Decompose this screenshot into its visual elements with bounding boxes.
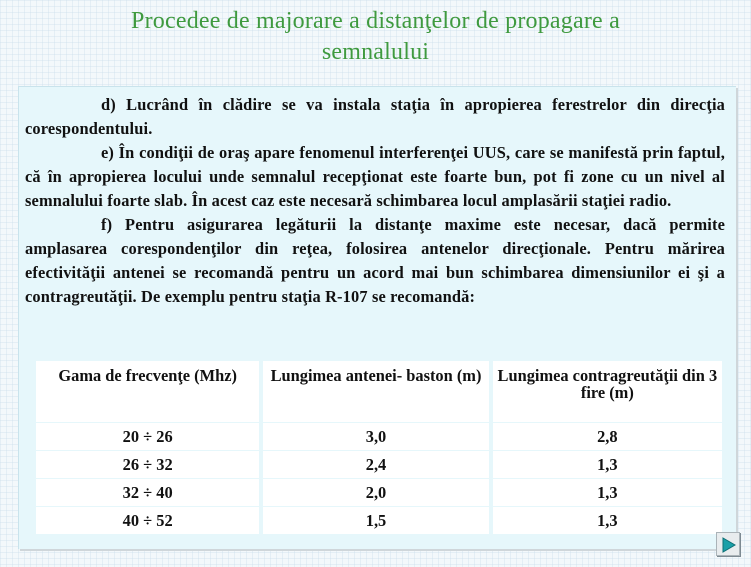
slide-title <box>0 6 751 68</box>
paragraph-f: f) Pentru asigurarea legăturii la distanţe maxime este necesar, dacă permite amplasarea corespondenţilor din reţea, folosirea antenelor direcţionale. Pentru mărirea efectivităţii antenei se recomandă pentru un acord mai bun schimbarea dimensiunilor ei şi a contragreutăţii. De exemplu pentru staţia R-107 se recomandă: <box>25 215 725 306</box>
paragraph-d: d) Lucrând în clădire se va instala staţia în apropierea ferestrelor din direcţia corespondentului. <box>25 95 725 138</box>
cell-frequency: 20 ÷ 26 <box>36 423 259 450</box>
cell-frequency: 32 ÷ 40 <box>36 479 259 506</box>
slide-title-line-1: Procedee de majorare a distanţelor de propagare a <box>131 8 620 34</box>
cell-frequency: 26 ÷ 32 <box>36 451 259 478</box>
cell-counterweight: 1,3 <box>493 479 722 506</box>
cell-frequency: 40 ÷ 52 <box>36 507 259 534</box>
play-next-icon <box>722 537 736 553</box>
table-row <box>36 479 722 507</box>
next-slide-button[interactable] <box>716 532 740 556</box>
cell-antenna: 1,5 <box>263 507 488 534</box>
cell-counterweight: 1,3 <box>493 451 722 478</box>
header-counterweight-length: Lungimea contragreutăţii din 3 fire (m) <box>493 361 722 422</box>
table-header-row <box>36 361 722 423</box>
table-row <box>36 423 722 451</box>
slide-title-line-2: semnalului <box>321 39 430 65</box>
table-row <box>36 507 722 535</box>
table-row <box>36 451 722 479</box>
antenna-table <box>36 361 722 535</box>
cell-antenna: 2,0 <box>263 479 488 506</box>
cell-counterweight: 1,3 <box>493 507 722 534</box>
header-frequency-range: Gama de frecvenţe (Mhz) <box>36 361 259 422</box>
body-text <box>25 93 725 309</box>
cell-antenna: 3,0 <box>263 423 488 450</box>
cell-counterweight: 2,8 <box>493 423 722 450</box>
cell-antenna: 2,4 <box>263 451 488 478</box>
header-antenna-length: Lungimea antenei- baston (m) <box>263 361 488 422</box>
paragraph-e: e) În condiţii de oraş apare fenomenul interferenţei UUS, care se manifestă prin faptul, că în apropierea locului unde semnalul recepţionat este foarte bun, pot fi zone cu un nivel al semnalului foarte slab. În acest caz este necesară schimbarea locul amplasării staţiei radio. <box>25 143 725 210</box>
